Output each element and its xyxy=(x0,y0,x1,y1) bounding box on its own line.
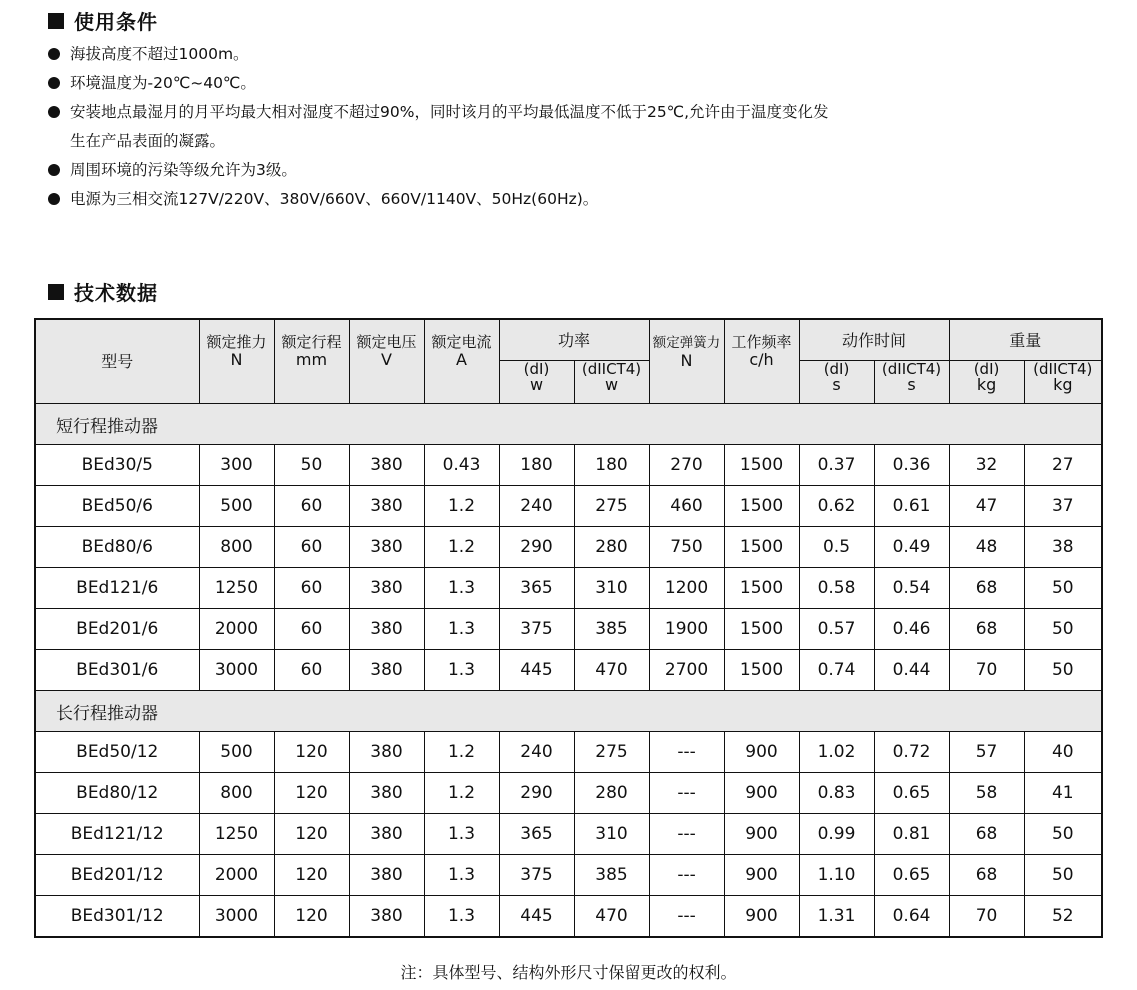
table-cell: 380 xyxy=(349,486,424,527)
table-cell: 70 xyxy=(949,650,1024,691)
usage-condition-item xyxy=(48,185,1108,214)
model-cell: BEd201/12 xyxy=(35,855,199,896)
table-cell: 445 xyxy=(499,896,574,938)
usage-condition-item xyxy=(48,98,1108,156)
header-time-di: (dI) s xyxy=(799,361,874,404)
table-cell: 900 xyxy=(724,855,799,896)
table-cell: 60 xyxy=(274,486,349,527)
table-cell: 0.57 xyxy=(799,609,874,650)
table-cell: 60 xyxy=(274,609,349,650)
table-cell: 1250 xyxy=(199,814,274,855)
table-cell: 0.99 xyxy=(799,814,874,855)
table-cell: 900 xyxy=(724,732,799,773)
table-cell: 380 xyxy=(349,650,424,691)
table-cell: 0.74 xyxy=(799,650,874,691)
table-cell: 38 xyxy=(1024,527,1102,568)
category-label: 短行程推动器 xyxy=(35,404,1102,445)
bullet-icon xyxy=(48,106,60,118)
table-row xyxy=(35,896,1102,938)
table-cell: 0.65 xyxy=(874,855,949,896)
table-cell: 380 xyxy=(349,527,424,568)
category-label: 长行程推动器 xyxy=(35,691,1102,732)
table-cell: 0.54 xyxy=(874,568,949,609)
table-cell: 380 xyxy=(349,896,424,938)
table-cell: 1.3 xyxy=(424,650,499,691)
table-cell: 1500 xyxy=(724,609,799,650)
table-cell: 380 xyxy=(349,732,424,773)
technical-data-heading xyxy=(48,277,158,306)
technical-data-title: 技术数据 xyxy=(74,281,158,305)
table-cell: 0.65 xyxy=(874,773,949,814)
table-row xyxy=(35,486,1102,527)
header-thrust: 额定推力 N xyxy=(199,319,274,404)
bullet-icon xyxy=(48,164,60,176)
usage-conditions-list xyxy=(48,40,1108,214)
table-cell: 470 xyxy=(574,896,649,938)
table-cell: 290 xyxy=(499,527,574,568)
table-cell: 68 xyxy=(949,568,1024,609)
table-cell: 47 xyxy=(949,486,1024,527)
table-cell: 3000 xyxy=(199,650,274,691)
table-cell: 180 xyxy=(574,445,649,486)
table-cell: 900 xyxy=(724,814,799,855)
header-frequency: 工作频率 c/h xyxy=(724,319,799,404)
table-cell: 1500 xyxy=(724,568,799,609)
usage-condition-item xyxy=(48,40,1108,69)
table-cell: 365 xyxy=(499,568,574,609)
usage-condition-text: 电源为三相交流127V/220V、380V/660V、660V/1140V、50Hz(60Hz)。 xyxy=(70,190,599,208)
table-cell: 0.61 xyxy=(874,486,949,527)
square-bullet-icon xyxy=(48,13,64,29)
header-power-diict4: (dIICT4) w xyxy=(574,361,649,404)
table-cell: 50 xyxy=(274,445,349,486)
model-cell: BEd30/5 xyxy=(35,445,199,486)
table-cell: 0.83 xyxy=(799,773,874,814)
table-cell: 0.46 xyxy=(874,609,949,650)
model-cell: BEd121/6 xyxy=(35,568,199,609)
table-cell: 380 xyxy=(349,855,424,896)
table-cell: 375 xyxy=(499,609,574,650)
table-cell: 380 xyxy=(349,814,424,855)
header-spring-force: 额定弹簧力 N xyxy=(649,319,724,404)
table-cell: 60 xyxy=(274,527,349,568)
table-cell: 1500 xyxy=(724,445,799,486)
table-cell: 365 xyxy=(499,814,574,855)
header-model: 型号 xyxy=(35,319,199,404)
table-cell: 900 xyxy=(724,896,799,938)
table-cell: 1500 xyxy=(724,486,799,527)
header-stroke: 额定行程 mm xyxy=(274,319,349,404)
table-cell: 310 xyxy=(574,568,649,609)
table-cell: 375 xyxy=(499,855,574,896)
table-cell: 1.2 xyxy=(424,732,499,773)
table-cell: 68 xyxy=(949,855,1024,896)
table-cell: 1.2 xyxy=(424,773,499,814)
table-cell: 52 xyxy=(1024,896,1102,938)
table-row xyxy=(35,445,1102,486)
table-cell: 310 xyxy=(574,814,649,855)
header-voltage: 额定电压 V xyxy=(349,319,424,404)
usage-conditions-heading xyxy=(48,6,158,35)
table-cell: 280 xyxy=(574,527,649,568)
table-cell: 120 xyxy=(274,855,349,896)
table-cell: 60 xyxy=(274,568,349,609)
table-cell: 0.37 xyxy=(799,445,874,486)
table-cell: 1250 xyxy=(199,568,274,609)
technical-data-table xyxy=(34,318,1103,938)
header-weight: 重量 xyxy=(949,319,1102,361)
table-cell: 240 xyxy=(499,732,574,773)
table-cell: 0.44 xyxy=(874,650,949,691)
table-cell: 280 xyxy=(574,773,649,814)
table-cell: 385 xyxy=(574,855,649,896)
table-cell: 120 xyxy=(274,773,349,814)
table-cell: 48 xyxy=(949,527,1024,568)
table-cell: 50 xyxy=(1024,650,1102,691)
table-cell: 50 xyxy=(1024,814,1102,855)
model-cell: BEd201/6 xyxy=(35,609,199,650)
table-row xyxy=(35,527,1102,568)
header-time-diict4: (dIICT4) s xyxy=(874,361,949,404)
table-cell: 1.3 xyxy=(424,568,499,609)
table-cell: 1.3 xyxy=(424,855,499,896)
category-row xyxy=(35,691,1102,732)
table-cell: 2000 xyxy=(199,609,274,650)
table-cell: 57 xyxy=(949,732,1024,773)
table-cell: 300 xyxy=(199,445,274,486)
table-cell: 120 xyxy=(274,814,349,855)
table-row xyxy=(35,732,1102,773)
table-cell: 3000 xyxy=(199,896,274,938)
table-cell: 1.3 xyxy=(424,814,499,855)
table-row xyxy=(35,568,1102,609)
table-cell: 1500 xyxy=(724,650,799,691)
usage-condition-text: 环境温度为-20℃~40℃。 xyxy=(70,74,256,92)
usage-condition-text: 安装地点最湿月的月平均最大相对湿度不超过90%，同时该月的平均最低温度不低于25℃,允许由于温度变化发 xyxy=(70,103,829,121)
table-cell: 380 xyxy=(349,609,424,650)
table-cell: --- xyxy=(649,855,724,896)
table-cell: 0.49 xyxy=(874,527,949,568)
table-cell: 1.02 xyxy=(799,732,874,773)
table-cell: 37 xyxy=(1024,486,1102,527)
usage-condition-item xyxy=(48,69,1108,98)
table-cell: 1.31 xyxy=(799,896,874,938)
table-cell: 470 xyxy=(574,650,649,691)
model-cell: BEd121/12 xyxy=(35,814,199,855)
table-cell: 800 xyxy=(199,527,274,568)
header-weight-di: (dI) kg xyxy=(949,361,1024,404)
model-cell: BEd50/12 xyxy=(35,732,199,773)
technical-data-table-body xyxy=(35,404,1102,938)
table-row xyxy=(35,814,1102,855)
model-cell: BEd301/6 xyxy=(35,650,199,691)
table-cell: 290 xyxy=(499,773,574,814)
table-cell: 0.72 xyxy=(874,732,949,773)
table-cell: 275 xyxy=(574,732,649,773)
table-row xyxy=(35,609,1102,650)
header-power: 功率 xyxy=(499,319,649,361)
table-row xyxy=(35,773,1102,814)
table-cell: 1.3 xyxy=(424,896,499,938)
table-cell: 1.2 xyxy=(424,486,499,527)
table-cell: 500 xyxy=(199,732,274,773)
table-cell: 1200 xyxy=(649,568,724,609)
square-bullet-icon xyxy=(48,284,64,300)
table-cell: 900 xyxy=(724,773,799,814)
header-weight-diict4: (dIICT4) kg xyxy=(1024,361,1102,404)
table-cell: 800 xyxy=(199,773,274,814)
usage-condition-item xyxy=(48,156,1108,185)
table-cell: 0.62 xyxy=(799,486,874,527)
table-cell: 385 xyxy=(574,609,649,650)
table-row xyxy=(35,650,1102,691)
table-cell: 240 xyxy=(499,486,574,527)
table-row xyxy=(35,855,1102,896)
table-cell: 68 xyxy=(949,814,1024,855)
table-cell: 120 xyxy=(274,732,349,773)
usage-condition-text: 周围环境的污染等级允许为3级。 xyxy=(70,161,297,179)
table-cell: 1900 xyxy=(649,609,724,650)
table-cell: 50 xyxy=(1024,609,1102,650)
usage-conditions-title: 使用条件 xyxy=(74,10,158,34)
table-cell: 1.2 xyxy=(424,527,499,568)
table-cell: 0.64 xyxy=(874,896,949,938)
bullet-icon xyxy=(48,77,60,89)
header-action-time: 动作时间 xyxy=(799,319,949,361)
table-cell: 70 xyxy=(949,896,1024,938)
table-cell: --- xyxy=(649,773,724,814)
model-cell: BEd301/12 xyxy=(35,896,199,938)
table-cell: 1.10 xyxy=(799,855,874,896)
header-power-di: (dI) w xyxy=(499,361,574,404)
table-cell: 58 xyxy=(949,773,1024,814)
table-cell: 1500 xyxy=(724,527,799,568)
table-cell: --- xyxy=(649,896,724,938)
table-cell: 50 xyxy=(1024,568,1102,609)
table-cell: 0.5 xyxy=(799,527,874,568)
table-cell: 2000 xyxy=(199,855,274,896)
model-cell: BEd50/6 xyxy=(35,486,199,527)
table-cell: 0.43 xyxy=(424,445,499,486)
table-cell: 120 xyxy=(274,896,349,938)
table-cell: 50 xyxy=(1024,855,1102,896)
table-cell: 445 xyxy=(499,650,574,691)
bullet-icon xyxy=(48,48,60,60)
table-cell: 380 xyxy=(349,773,424,814)
table-cell: 1.3 xyxy=(424,609,499,650)
table-cell: 2700 xyxy=(649,650,724,691)
model-cell: BEd80/6 xyxy=(35,527,199,568)
table-cell: 380 xyxy=(349,445,424,486)
category-row xyxy=(35,404,1102,445)
header-current: 额定电流 A xyxy=(424,319,499,404)
usage-condition-text: 海拔高度不超过1000m。 xyxy=(70,45,249,63)
table-cell: 270 xyxy=(649,445,724,486)
table-cell: 32 xyxy=(949,445,1024,486)
table-cell: 500 xyxy=(199,486,274,527)
bullet-icon xyxy=(48,193,60,205)
table-cell: 68 xyxy=(949,609,1024,650)
table-cell: 275 xyxy=(574,486,649,527)
table-cell: 0.81 xyxy=(874,814,949,855)
usage-condition-text-continued: 生在产品表面的凝露。 xyxy=(70,132,226,150)
table-cell: 380 xyxy=(349,568,424,609)
table-cell: 60 xyxy=(274,650,349,691)
table-cell: --- xyxy=(649,814,724,855)
table-cell: 180 xyxy=(499,445,574,486)
table-cell: --- xyxy=(649,732,724,773)
table-cell: 0.36 xyxy=(874,445,949,486)
footnote: 注：具体型号、结构外形尺寸保留更改的权利。 xyxy=(400,963,737,982)
table-cell: 41 xyxy=(1024,773,1102,814)
table-cell: 750 xyxy=(649,527,724,568)
table-cell: 40 xyxy=(1024,732,1102,773)
model-cell: BEd80/12 xyxy=(35,773,199,814)
table-cell: 27 xyxy=(1024,445,1102,486)
table-cell: 460 xyxy=(649,486,724,527)
table-cell: 0.58 xyxy=(799,568,874,609)
